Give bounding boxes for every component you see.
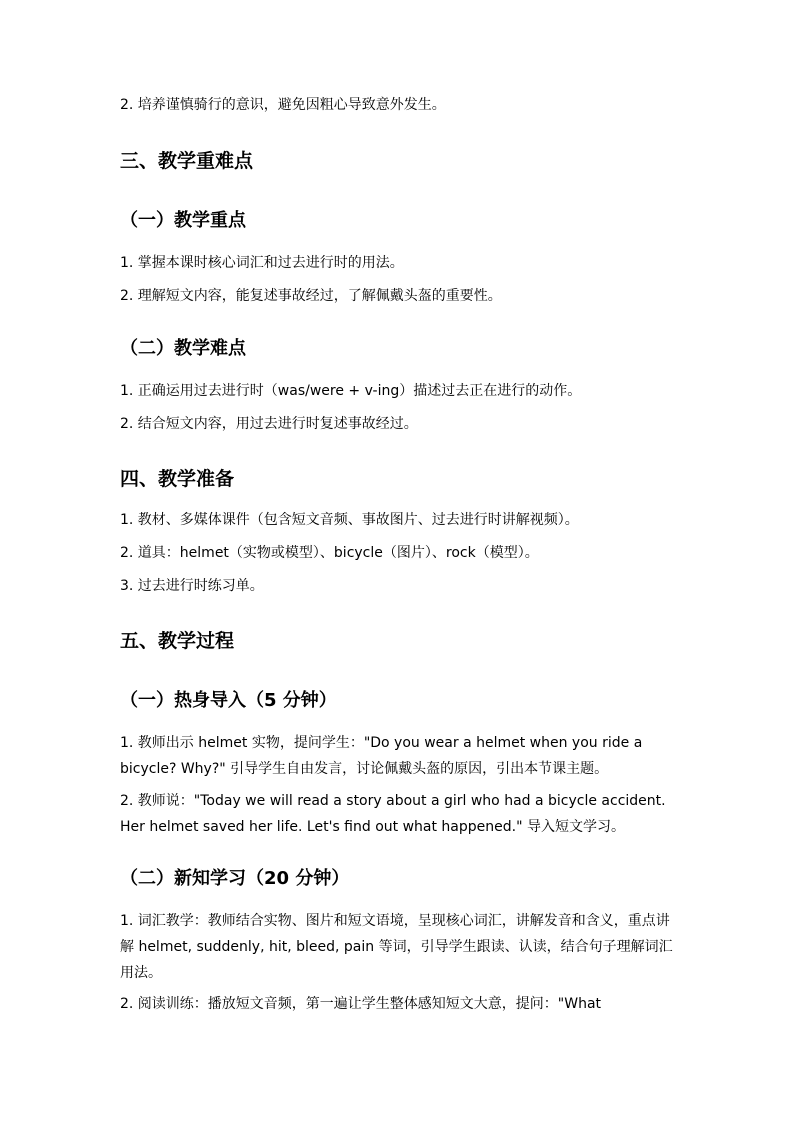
key-point-2: 2. 理解短文内容，能复述事故经过，了解佩戴头盔的重要性。 (120, 288, 502, 304)
new-knowledge-item-1: 1. 词汇教学：教师结合实物、图片和短文语境，呈现核心词汇，讲解发音和含义，重点讲解 helmet, suddenly, hit, bleed, pain 等词，引导学生跟读、认读，结合句子理解词汇用法。 (120, 913, 673, 981)
section-5-heading: 五、教学过程 (120, 630, 235, 652)
goal-item-2: 2. 培养谨慎骑行的意识，避免因粗心导致意外发生。 (120, 97, 446, 113)
difficult-point-1: 1. 正确运用过去进行时（was/were + v-ing）描述过去正在进行的动作。 (120, 383, 582, 399)
warmup-item-1: 1. 教师出示 helmet 实物，提问学生："Do you wear a helmet when you ride a bicycle? Why?" 引导学生自由发言，讨论佩戴头盔的原因，引出本节课主题。 (120, 735, 643, 777)
key-point-1: 1. 掌握本课时核心词汇和过去进行时的用法。 (120, 255, 404, 271)
subsection-difficult-points-heading: （二）教学难点 (120, 338, 246, 359)
subsection-new-knowledge-heading: （二）新知学习（20 分钟） (120, 868, 350, 889)
new-knowledge-item-2: 2. 阅读训练：播放短文音频，第一遍让学生整体感知短文大意，提问："What (120, 996, 602, 1012)
subsection-key-points-heading: （一）教学重点 (120, 210, 246, 231)
warmup-item-2: 2. 教师说："Today we will read a story about a girl who had a bicycle accident. Her helmet saved her life. Let's find out what happened." 导入短文学习。 (120, 793, 666, 835)
material-item-3: 3. 过去进行时练习单。 (120, 578, 264, 594)
section-4-heading: 四、教学准备 (120, 468, 235, 490)
material-item-2: 2. 道具：helmet（实物或模型）、bicycle（图片）、rock（模型）。 (120, 545, 539, 561)
difficult-point-2: 2. 结合短文内容，用过去进行时复述事故经过。 (120, 416, 418, 432)
subsection-warmup-heading: （一）热身导入（5 分钟） (120, 690, 337, 711)
material-item-1: 1. 教材、多媒体课件（包含短文音频、事故图片、过去进行时讲解视频）。 (120, 512, 579, 528)
section-3-heading: 三、教学重难点 (120, 150, 254, 172)
